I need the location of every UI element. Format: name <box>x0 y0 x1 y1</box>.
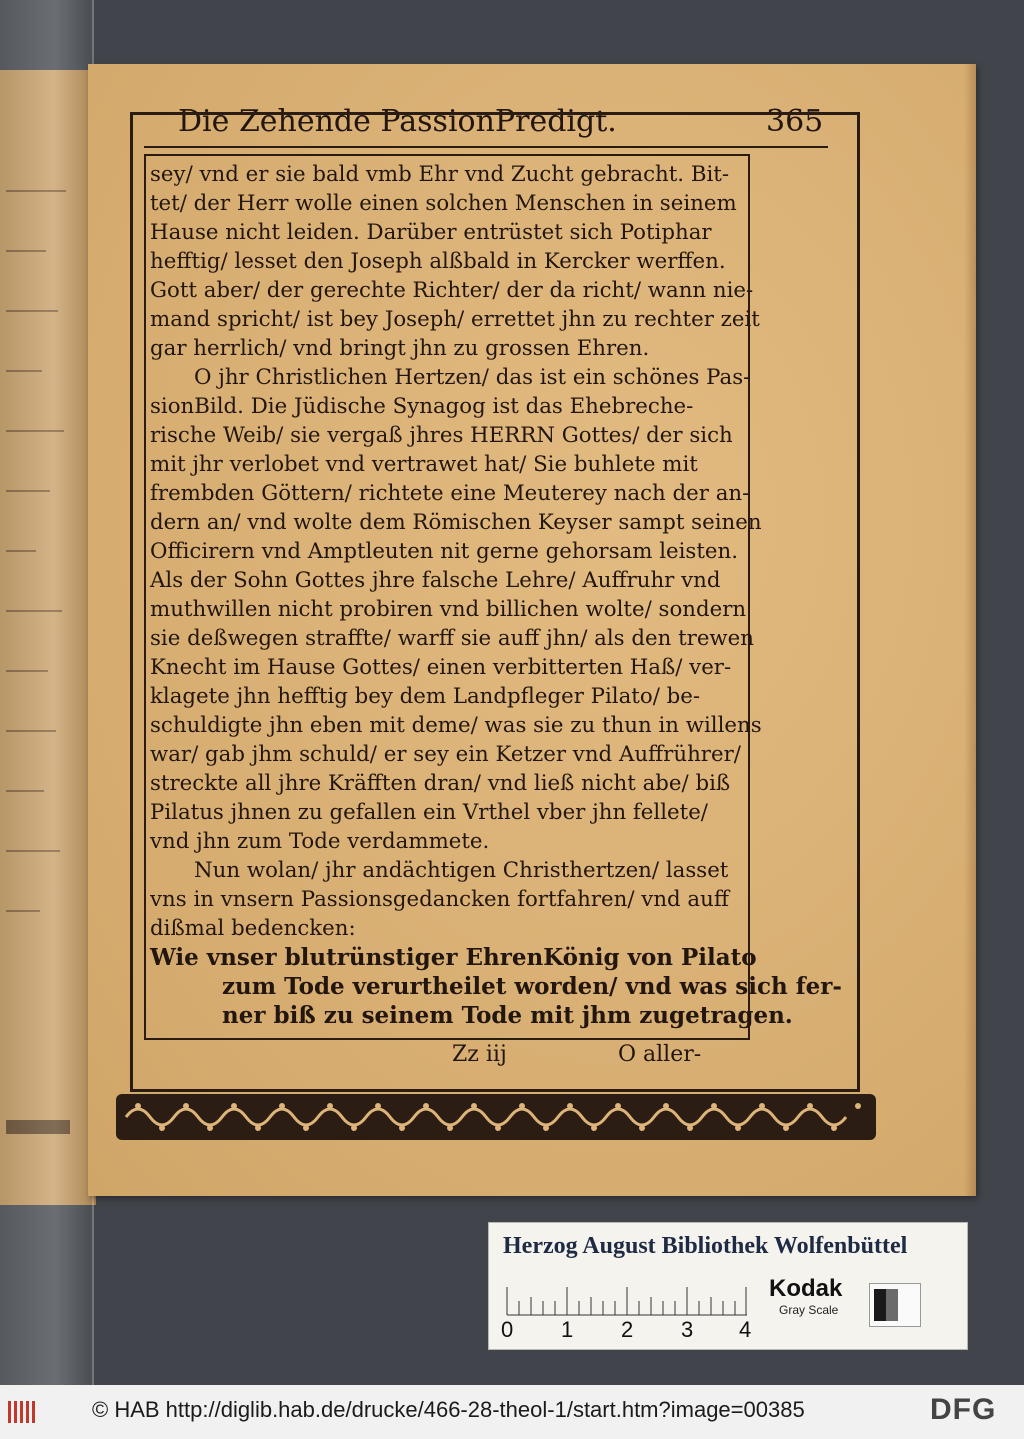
page-number: 365 <box>766 104 824 139</box>
page-edge-shadow <box>964 64 976 1196</box>
text-line: Knecht im Hause Gottes/ einen verbitterten Haß/ ver- <box>150 655 732 680</box>
text-line: Pilatus jhnen zu gefallen ein Vrthel vber jhn fellete/ <box>150 800 708 825</box>
kodak-gray-scale-label: Gray Scale <box>779 1303 839 1317</box>
text-line: mand spricht/ ist bey Joseph/ errettet jhn zu rechter zeit <box>150 307 760 332</box>
text-line: streckte all jhre Kräfften dran/ vnd ließ nicht abe/ biß <box>150 771 731 796</box>
footer-bar <box>0 1385 1024 1439</box>
text-line: muthwillen nicht probiren vnd billichen wolte/ sondern <box>150 597 747 622</box>
text-line: Officirern vnd Amptleuten nit gerne gehorsam leisten. <box>150 539 738 564</box>
text-line: Gott aber/ der gerechte Richter/ der da richt/ wann nie- <box>150 278 754 303</box>
glass-clip <box>0 0 94 1385</box>
ruler-numbers <box>501 1317 751 1345</box>
library-label-card <box>488 1222 968 1350</box>
text-line: vns in vnsern Passionsgedancken fortfahren/ vnd auff <box>150 887 729 912</box>
catchword: O aller- <box>618 1042 702 1067</box>
text-line: vnd jhn zum Tode verdammete. <box>150 829 490 854</box>
ruler-number: 2 <box>621 1317 634 1342</box>
section-heading-line: zum Tode verurtheilet worden/ vnd was sich fer- <box>222 973 842 1000</box>
ruler-number: 4 <box>739 1317 752 1342</box>
signature-mark: Zz iij <box>452 1042 507 1067</box>
text-line: rische Weib/ sie vergaß jhres HERRN Gottes/ der sich <box>150 423 733 448</box>
text-line: dern an/ vnd wolte dem Römischen Keyser sampt seinen <box>150 510 762 535</box>
kodak-brand: Kodak <box>769 1275 843 1302</box>
scale-ruler <box>507 1277 747 1317</box>
text-line: Nun wolan/ jhr andächtigen Christhertzen/ lasset <box>194 858 729 883</box>
ruler-number: 3 <box>681 1317 694 1342</box>
running-head: Die Zehende PassionPredigt. <box>178 104 617 139</box>
text-line: mit jhr verlobet vnd vertrawet hat/ Sie buhlete mit <box>150 452 698 477</box>
library-name: Herzog August Bibliothek Wolfenbüttel <box>503 1233 908 1259</box>
text-line: sie deßwegen straffte/ warff sie auff jhn/ als den trewen <box>150 626 754 651</box>
ruler-number: 0 <box>501 1317 514 1342</box>
text-line: frembden Göttern/ richtete eine Meuterey nach der an- <box>150 481 750 506</box>
book-page <box>88 64 976 1196</box>
text-line: tet/ der Herr wolle einen solchen Menschen in seinem <box>150 191 737 216</box>
text-line: gar herrlich/ vnd bringt jhn zu grossen Ehren. <box>150 336 650 361</box>
text-line: war/ gab jhm schuld/ er sey ein Ketzer vnd Auffrührer/ <box>150 742 741 767</box>
dfg-logo: DFG <box>930 1393 997 1426</box>
text-line: O jhr Christlichen Hertzen/ das ist ein schönes Pas- <box>194 365 751 390</box>
text-line: sionBild. Die Jüdische Synagog ist das Ehebreche- <box>150 394 694 419</box>
text-line: schuldigte jhn eben mit deme/ was sie zu thun in willens <box>150 713 762 738</box>
text-line: Hause nicht leiden. Darüber entrüstet sich Potiphar <box>150 220 712 245</box>
text-line: Als der Sohn Gottes jhre falsche Lehre/ Auffruhr vnd <box>150 568 721 593</box>
text-line: dißmal bedencken: <box>150 916 356 941</box>
text-line: hefftig/ lesset den Joseph alßbald in Kercker werffen. <box>150 249 726 274</box>
ruler-number: 1 <box>561 1317 574 1342</box>
section-heading-line: Wie vnser blutrünstiger EhrenKönig von Pilato <box>150 944 757 971</box>
text-line: klagete jhn hefftig bey dem Landpfleger Pilato/ be- <box>150 684 701 709</box>
body-text <box>150 160 842 1030</box>
section-heading-line: ner biß zu seinem Tode mit jhm zugetragen. <box>222 1002 793 1029</box>
ornament-border <box>116 1094 876 1140</box>
text-line: sey/ vnd er sie bald vmb Ehr vnd Zucht gebracht. Bit- <box>150 162 730 187</box>
hab-logo-icon <box>8 1397 40 1427</box>
gray-scale-patch <box>869 1283 921 1327</box>
copyright-link[interactable]: © HAB http://diglib.hab.de/drucke/466-28-theol-1/start.htm?image=00385 <box>92 1397 805 1422</box>
